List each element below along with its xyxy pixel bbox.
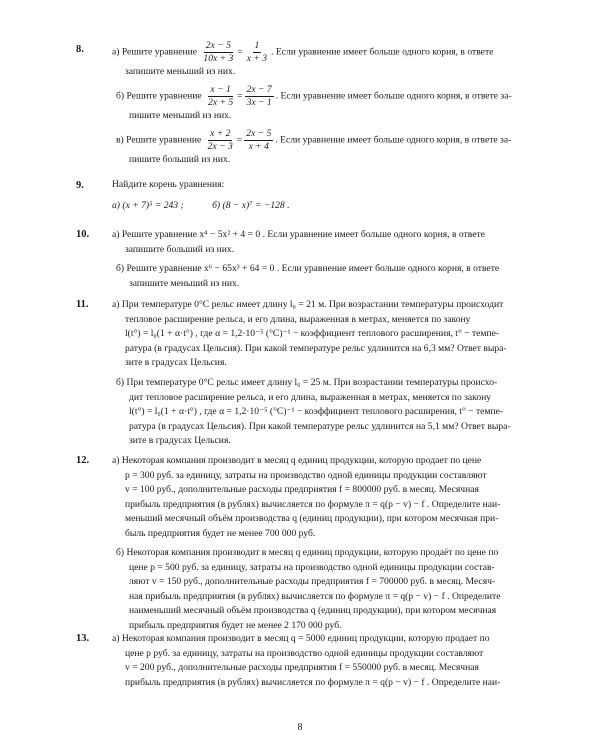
text-line: меньший месячный объём производства q (единиц продукции), при котором месячная при- — [125, 513, 499, 525]
fraction: $\frac{2x - 5}{10x + 3}$ — [203, 40, 234, 64]
text-line: зите в градусах Цельсия. — [125, 357, 227, 369]
text-line: а) Решите уравнение $\frac{2x - 5}{10x + 3}$ = $\frac{1}{x + 3}$ . Если уравнение имеет больше одного корня, в ответе — [112, 40, 494, 64]
text-line: l(t°) = l₀(1 + α·t°) , где α = 1,2·10⁻⁵ (°C)⁻¹ − коэффициент теплового расширения, t° − темпе- — [129, 406, 504, 418]
subproblem-c — [116, 128, 557, 168]
text-line: а) При температуре 0°C рельс имеет длину l₀ = 21 м. При возрастании температуры происходит — [112, 299, 504, 310]
text-line: а) Некоторая компания производит в месяц q единиц продукции, которую продает по цене — [112, 455, 482, 466]
problem-number: 11. — [76, 299, 89, 310]
text-line: дит тепловое расширение рельса, и его длина, выраженная в метрах, меняется по закону — [129, 391, 492, 403]
problem-number: 13. — [76, 633, 90, 644]
problem-number: 12. — [76, 455, 90, 466]
equation-b: б) (8 − x)⁷ = −128 . — [212, 199, 290, 211]
subproblem-a — [112, 454, 557, 542]
text-line: пишите больший из них. — [129, 154, 231, 165]
text-line: запишите больший из них. — [125, 243, 235, 255]
fraction: $\frac{1}{x + 3}$ — [246, 40, 268, 64]
problem-number: 9. — [76, 180, 84, 191]
subproblem-b — [116, 262, 557, 291]
equation-a: а) (x + 7)⁵ = 243 ; — [112, 199, 184, 211]
text-line: Найдите корень уравнения: — [112, 179, 225, 190]
text-line: ная прибыль предприятия (в рублях) вычисляется по формуле π = q(p − v) − f . Определите — [129, 590, 501, 602]
text-line — [112, 199, 557, 214]
text-line: цене p = 500 руб. за единицу, затраты на производство одной единицы продукции состав- — [129, 561, 495, 573]
text-line: ратура (в градусах Цельсия). При какой температуре рельс удлинится на 5,1 мм? Ответ выра- — [129, 420, 511, 432]
text-line: тепловое расширение рельса, и его длина, выраженная в метрах, меняется по закону — [125, 313, 471, 325]
text-line: зите в градусах Цельсия. — [129, 435, 231, 447]
text-line: быль предприятия будет не менее 700 000 руб. — [125, 527, 316, 539]
text-line: прибыль предприятия (в рублях) вычисляется по формуле π = q(p − v) − f . Определите наи- — [125, 676, 501, 688]
text-line: цене p руб. за единицу, затраты на производство одной единицы продукции составляют — [125, 647, 484, 659]
text-line: v = 200 руб., дополнительные расходы предприятия f = 550000 руб. в месяц. Месячная — [125, 662, 479, 674]
fraction: $\frac{x - 1}{2x + 5}$ — [208, 84, 234, 108]
subproblem-a — [112, 40, 557, 80]
subproblem-b — [116, 376, 557, 449]
subproblem-a — [112, 632, 557, 690]
subproblem-b — [116, 84, 557, 124]
text-line: б) Решите уравнение $\frac{x - 1}{2x + 5}$ = $\frac{2x - 7}{3x - 1}$ . Если уравнение имеет больше одного корня, в ответе за- — [116, 84, 512, 108]
text-line: пишите меньший из них. — [129, 110, 232, 121]
problem-number: 10. — [76, 229, 90, 240]
text-line: а) Решите уравнение x⁴ − 5x² + 4 = 0 . Если уравнение имеет больше одного корня, в ответе — [112, 229, 485, 240]
text-line: б) При температуре 0°C рельс имеет длину l₀ = 25 м. При возрастании температуры происхо- — [116, 377, 498, 388]
text-line: ратура (в градусах Цельсия). При какой температуре рельс удлинится на 6,3 мм? Ответ выра- — [125, 342, 507, 354]
text-line: l(t°) = l₀(1 + α·t°) , где α = 1,2·10⁻⁵ (°C)⁻¹ − коэффициент теплового расширения, t° − темпе- — [125, 328, 500, 340]
problem-9-body — [112, 178, 557, 213]
fraction: $\frac{2x - 7}{3x - 1}$ — [246, 84, 272, 108]
subproblem-a — [112, 298, 557, 371]
text-line: запишите меньший из них. — [125, 66, 236, 77]
page-number: 8 — [297, 722, 303, 733]
text-line: прибыль предприятия (в рублях) вычисляется по формуле π = q(p − v) − f . Определите наи- — [125, 498, 501, 510]
text-line: p = 300 руб. за единицу, затраты на производство одной единицы продукции составляют — [125, 469, 487, 481]
problem-number: 8. — [76, 44, 84, 55]
fraction: $\frac{x + 2}{2x - 3}$ — [207, 128, 233, 152]
text-line: прибыль предприятия будет не менее 2 170 000 руб. — [129, 619, 342, 631]
text-line: v = 100 руб., дополнительные расходы предприятия f = 800000 руб. в месяц. Месячная — [125, 484, 479, 496]
text-line: в) Решите уравнение $\frac{x + 2}{2x - 3}$ = $\frac{2x - 5}{x + 4}$ . Если уравнение имеет больше одного корня, в ответе за- — [116, 128, 512, 152]
text-line: а) Некоторая компания производит в месяц q = 5000 единиц продукции, которую продает по — [112, 633, 490, 644]
fraction: $\frac{2x - 5}{x + 4}$ — [246, 128, 272, 152]
subproblem-a — [112, 228, 557, 257]
text-line: ляют v = 150 руб., дополнительные расходы предприятия f = 700000 руб. в месяц. Месяч- — [129, 576, 496, 588]
text-line: наименьший месячный объём производства q (единиц продукции), при котором месячная — [129, 605, 497, 617]
text-line: запишите меньший из них. — [129, 277, 240, 289]
subproblem-b — [116, 546, 557, 634]
text-line: б) Решите уравнение x⁶ − 65x³ + 64 = 0 . Если уравнение имеет больше одного корня, в ответе — [116, 263, 500, 274]
text-line: б) Некоторая компания производит в месяц q единиц продукции, которую продаёт по цене по — [116, 547, 499, 558]
